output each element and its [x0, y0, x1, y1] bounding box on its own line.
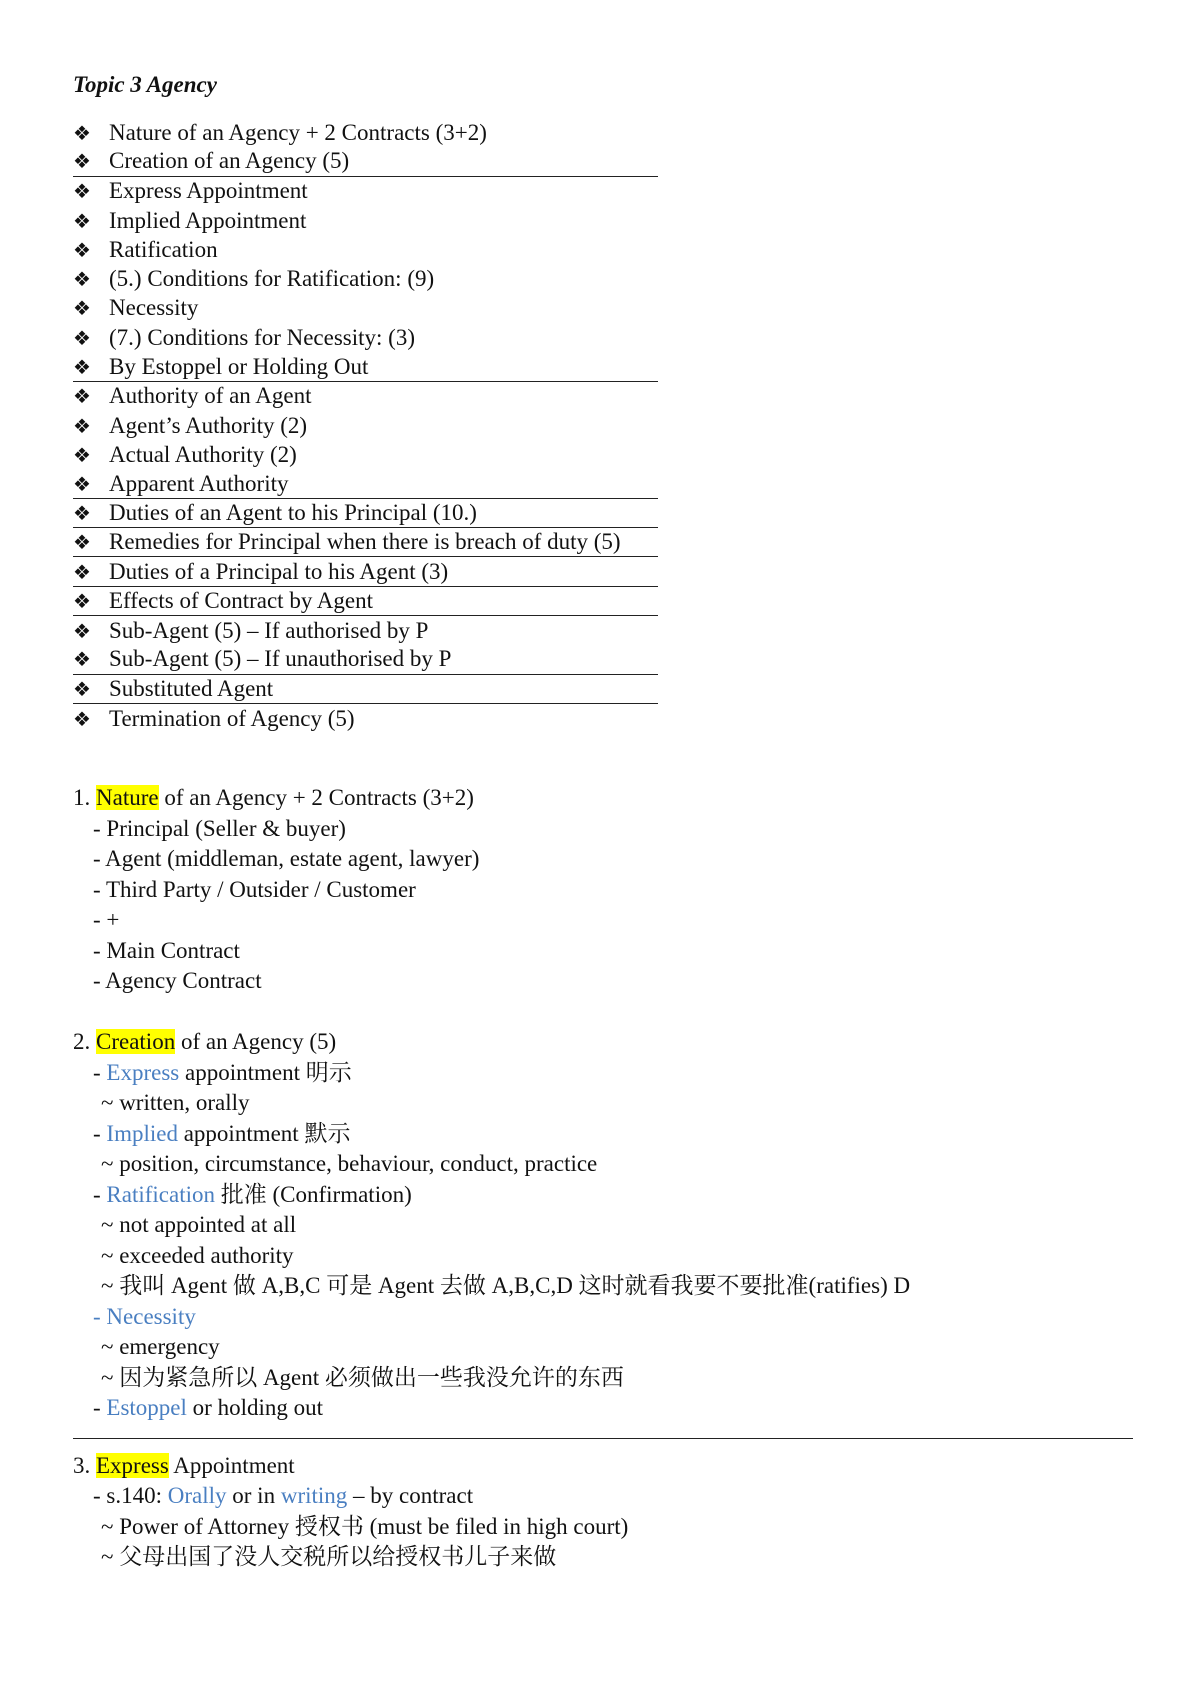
outline-item-label: (7.) Conditions for Necessity: (3) — [109, 324, 415, 350]
outline-item — [73, 440, 658, 469]
outline-item — [73, 616, 658, 645]
page-title: Topic 3 Agency — [73, 72, 217, 97]
diamond-bullet-icon: ❖ — [73, 530, 91, 555]
list-item: - Necessity — [93, 1303, 196, 1329]
outline-item-label: (5.) Conditions for Ratification: (9) — [109, 266, 435, 292]
outline-item-label: Agent’s Authority (2) — [109, 412, 308, 438]
outline-item-label: Express Appointment — [109, 178, 308, 204]
outline-item-label: Effects of Contract by Agent — [109, 587, 374, 613]
outline-item — [73, 645, 658, 674]
section-1-heading: 1. Nature of an Agency + 2 Contracts (3+2) — [73, 785, 474, 810]
keyword: Ratification — [106, 1181, 215, 1207]
list-item: - s.140: Orally or in writing – by contract — [93, 1483, 474, 1508]
outline-item-label: Duties of an Agent to his Principal (10.) — [109, 500, 477, 525]
outline-item — [73, 411, 658, 440]
sub-item: ~ position, circumstance, behaviour, conduct, practice — [101, 1151, 598, 1176]
diamond-bullet-icon: ❖ — [73, 442, 91, 467]
diamond-bullet-icon: ❖ — [73, 588, 91, 613]
sub-item: ~ Power of Attorney 授权书 (must be filed in high court) — [101, 1513, 629, 1539]
diamond-bullet-icon: ❖ — [73, 676, 91, 701]
outline-item-label: Implied Appointment — [109, 207, 307, 233]
diamond-bullet-icon: ❖ — [73, 149, 91, 174]
sub-item: ~ not appointed at all — [101, 1212, 297, 1237]
outline-item-label: Sub-Agent (5) – If authorised by P — [109, 617, 429, 643]
diamond-bullet-icon: ❖ — [73, 384, 91, 409]
diamond-bullet-icon: ❖ — [73, 647, 91, 672]
outline-item-label: Sub-Agent (5) – If unauthorised by P — [109, 646, 452, 672]
section-3-heading: 3. Express Appointment — [73, 1452, 295, 1478]
outline-item — [73, 206, 658, 235]
outline-item-label: Necessity — [109, 295, 199, 321]
diamond-bullet-icon: ❖ — [73, 120, 91, 145]
diamond-bullet-icon: ❖ — [73, 237, 91, 262]
outline-item — [73, 235, 658, 264]
outline-item — [73, 382, 658, 411]
sub-item: ~ 我叫 Agent 做 A,B,C 可是 Agent 去做 A,B,C,D 这时就看我要不要批准(ratifies) D — [101, 1273, 911, 1298]
outline-item — [73, 352, 658, 381]
list-item: - Principal (Seller & buyer) — [93, 815, 346, 841]
highlighted-term: Express — [96, 1452, 169, 1478]
outline-item — [73, 264, 658, 293]
outline-item — [73, 704, 658, 733]
keyword: Orally — [167, 1483, 227, 1508]
list-item: - + — [93, 907, 120, 932]
outline-item-label: Duties of a Principal to his Agent (3) — [109, 558, 449, 584]
outline-item — [73, 323, 658, 352]
outline-item-label: Ratification — [109, 236, 218, 262]
diamond-bullet-icon: ❖ — [73, 208, 91, 233]
keyword: writing — [280, 1483, 348, 1508]
sub-item: ~ exceeded authority — [101, 1242, 294, 1268]
diamond-bullet-icon: ❖ — [73, 179, 91, 204]
outline-item — [73, 557, 658, 586]
keyword: Express — [106, 1059, 180, 1085]
outline-item-label: Creation of an Agency (5) — [109, 148, 350, 174]
diamond-bullet-icon: ❖ — [73, 618, 91, 643]
list-item: - Main Contract — [93, 937, 240, 963]
outline-item-label: Remedies for Principal when there is breach of duty (5) — [109, 529, 621, 555]
sub-item: ~ written, orally — [101, 1090, 250, 1115]
keyword: Implied — [106, 1120, 178, 1146]
outline-item — [73, 470, 658, 499]
outline-item-label: Apparent Authority — [109, 470, 289, 496]
keyword: Estoppel — [106, 1395, 187, 1420]
diamond-bullet-icon: ❖ — [73, 413, 91, 438]
highlighted-term: Nature — [96, 785, 159, 810]
sub-item: ~ 父母出国了没人交税所以给授权书儿子来做 — [101, 1544, 557, 1569]
sub-item: ~ emergency — [101, 1334, 220, 1359]
diamond-bullet-icon: ❖ — [73, 706, 91, 731]
diamond-bullet-icon: ❖ — [73, 325, 91, 350]
section-2-heading: 2. Creation of an Agency (5) — [73, 1029, 337, 1054]
list-item: - Third Party / Outsider / Customer — [93, 876, 416, 902]
list-item: - Agent (middleman, estate agent, lawyer) — [93, 846, 480, 871]
list-item: - Agency Contract — [93, 968, 262, 993]
diamond-bullet-icon: ❖ — [73, 354, 91, 379]
list-item: - Estoppel or holding out — [93, 1395, 324, 1420]
diamond-bullet-icon: ❖ — [73, 296, 91, 321]
outline-item — [73, 177, 658, 206]
topic-outline — [73, 118, 658, 733]
outline-item-label: By Estoppel or Holding Out — [109, 353, 369, 379]
list-item: - Implied appointment 默示 — [93, 1120, 351, 1146]
outline-item — [73, 587, 658, 616]
diamond-bullet-icon: ❖ — [73, 501, 91, 525]
outline-item — [73, 147, 658, 176]
outline-item — [73, 528, 658, 557]
outline-item-label: Authority of an Agent — [109, 383, 312, 409]
outline-item-label: Termination of Agency (5) — [109, 705, 355, 731]
highlighted-term: Creation — [96, 1029, 176, 1054]
section-divider — [73, 1424, 1133, 1439]
outline-item — [73, 499, 658, 528]
outline-item-label: Actual Authority (2) — [109, 441, 297, 467]
outline-item-label: Substituted Agent — [109, 675, 274, 701]
list-item: - Express appointment 明示 — [93, 1059, 352, 1085]
diamond-bullet-icon: ❖ — [73, 559, 91, 584]
outline-item-label: Nature of an Agency + 2 Contracts (3+2) — [109, 119, 487, 145]
outline-item — [73, 675, 658, 704]
diamond-bullet-icon: ❖ — [73, 471, 91, 496]
notes-body — [73, 783, 1133, 1573]
sub-item: ~ 因为紧急所以 Agent 必须做出一些我没允许的东西 — [101, 1364, 624, 1390]
list-item: - Ratification 批准 (Confirmation) — [93, 1181, 412, 1207]
outline-item — [73, 118, 658, 147]
outline-item — [73, 294, 658, 323]
keyword: Necessity — [106, 1303, 196, 1329]
diamond-bullet-icon: ❖ — [73, 267, 91, 292]
